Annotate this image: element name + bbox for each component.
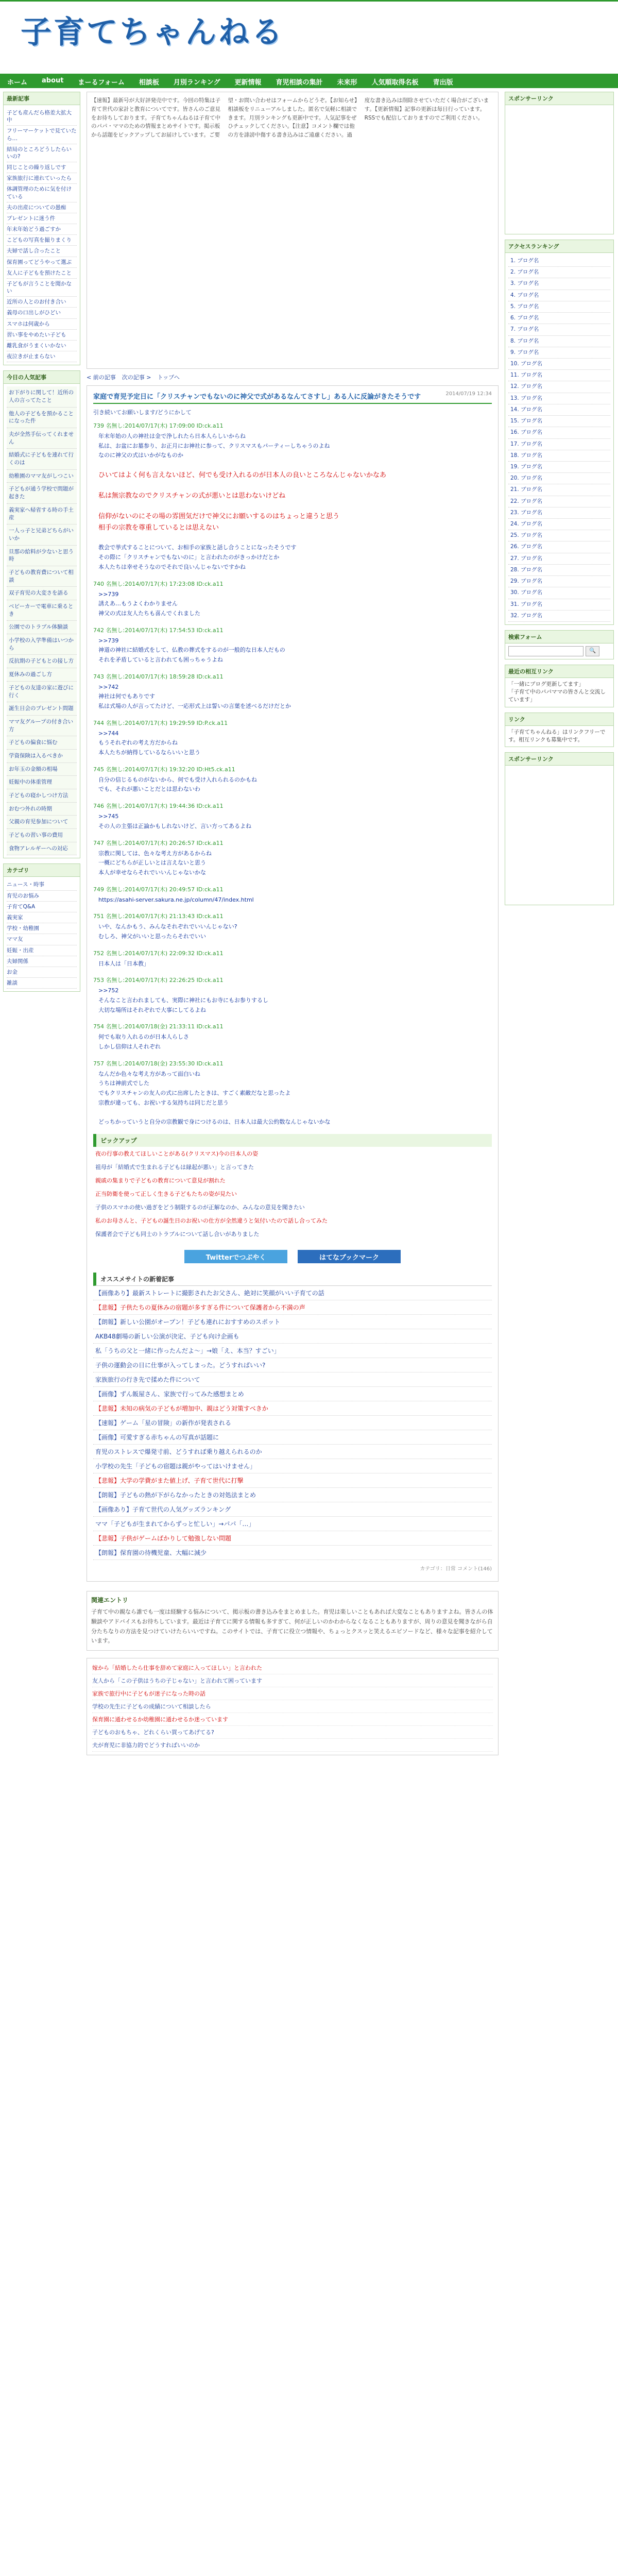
list-item[interactable]: 子どもの習い事の費用 [7,829,77,842]
list-item[interactable]: 子どもの友達の家に遊びに行く [7,682,77,702]
pager [87,373,499,381]
access-item[interactable]: 27. ブログ名 [508,553,610,565]
pickup-link[interactable]: 正当防衛を使って正しく生きる子どもたちの姿が見たい [95,1191,237,1198]
list-item[interactable]: 幼稚園のママ友がしつこい [7,470,77,483]
post [93,541,492,572]
post-body: いや、なんかもう、みんなそれぞれでいいんじゃない? むしろ、神父がいいと思ったらそれでいい [98,923,237,940]
access-item[interactable]: 18. ブログ名 [508,450,610,462]
recommend-link[interactable]: ママ「子どもが生まれてからずっと忙しい」→パパ「…」 [93,1517,492,1531]
recommend-link[interactable]: 【画像あり】子育て世代の人気グッズランキング [93,1502,492,1517]
post [93,912,492,941]
post-header: 749 名無し:2014/07/17(木) 20:49:57 ID:ck.a11 [93,886,224,893]
list-item[interactable]: プレゼントに迷う件 [7,213,77,224]
post-header: 757 名無し:2014/07/18(金) 23:55:30 ID:ck.a11 [93,1060,224,1067]
access-item[interactable]: 20. ブログ名 [508,473,610,484]
recommend-link[interactable]: 小学校の先生「子どもの宿題は親がやってはいけません」 [93,1459,492,1473]
post-body: 教会で挙式することについて、お相手の家族と話し合うことになったそうです その際に「クリスチャンでもないのに」と言われたのがきっかけだとか 本人たちは幸せそうなのでそれで良いんじゃないですかね [98,544,297,570]
related-link[interactable]: 保育園に通わせるか幼稚園に通わせるか迷っています [92,1713,493,1726]
recommend-link[interactable]: 子供の運動会の日に仕事が入ってしまった。どうすればいい? [93,1358,492,1372]
box-title: スポンサーリンク [505,92,613,105]
category-item[interactable]: 妊娠・出産 [7,945,77,956]
access-item[interactable]: 15. ブログ名 [508,416,610,427]
nav-item-3[interactable]: 相談板 [139,79,159,87]
post-header: 740 名無し:2014/07/17(木) 17:23:08 ID:ck.a11 [93,580,224,587]
related-section [87,1658,499,1755]
pickup-link[interactable]: 私のお母さんと、子どもの誕生日のお祝いの仕方が全然違うと気付いたので話し合ってみた [95,1217,328,1225]
recommend-link[interactable]: 家族旅行の行き先で揉めた件について [93,1372,492,1387]
post [93,626,492,665]
share-buttons [93,1250,492,1263]
post-body: >>739 神道の神社に結婚式をして、仏教の葬式をするのが一般的な日本人だもの それを矛盾していると言われても困っちゃうよね [98,637,285,663]
access-item[interactable]: 24. ブログ名 [508,519,610,530]
post-header: 739 名無し:2014/07/17(木) 17:09:00 ID:ck.a11 [93,422,224,429]
post [93,802,492,831]
pickup-link[interactable]: 夜の行事の教えてほしいことがある(クリスマス)今の日本人の姿 [95,1150,259,1158]
twitter-button[interactable]: Twitterでつぶやく [184,1250,287,1263]
comments-section [87,1591,499,1651]
post-body: https://asahi-server.sakura.ne.jp/column/47/index.html [98,896,254,903]
ad-space [505,766,613,905]
list-item[interactable]: こどもの写真を撮りまくり [7,235,77,246]
sponsor-box-2 [505,752,614,905]
list-item[interactable]: おむつ外れの時期 [7,803,77,816]
ad-space [505,105,613,234]
access-item[interactable]: 25. ブログ名 [508,530,610,541]
related-link[interactable]: 嫁から「結婚したら仕事を辞めて家庭に入ってほしい」と言われた [92,1662,493,1674]
intro-text: 【速報】最新号が大好評発売中です。今回の特集は子育て世代の家計と教育についてです。皆さんのご意見をお待ちしております。子育てちゃんねるは子育て中のパパ・ママのための情報まとめサイトです。掲示板から話題をピックアップしてお届けしています。ご要望・お問い合わせはフォームからどうぞ。【お知らせ】相談板をリニューアルしました。匿名で気軽に相談できます。月別ランキングも更新中です。人気記事をぜひチェックしてください。【注意】コメント欄では他の方を誹謗中傷する書き込みはご遠慮ください。過度な書き込みは削除させていただく場合がございます。【更新情報】記事の更新は毎日行っています。RSSでも配信しておりますのでご利用ください。 [87,92,499,369]
related-link[interactable]: 家族で旅行中に子どもが迷子になった時の話 [92,1687,493,1700]
recommend-title: オススメサイトの新着記事 [93,1273,492,1286]
post-body: >>752 そんなこと言われましても、実際に神社にもお寺にもお参りするし 大切な場所はそれぞれで大事にしてるよね [98,987,268,1013]
links-text: 「子育てちゃんねる」はリンクフリーです。相互リンクも募集中です。 [508,728,606,743]
list-item[interactable]: 妊娠中の体重管理 [7,776,77,789]
post [93,719,492,758]
post-header: 745 名無し:2014/07/17(木) 19:32:20 ID:Ht5.ck.a11 [93,766,235,773]
category-item[interactable]: ママ友 [7,934,77,945]
latest-articles-box [3,92,80,365]
post-body: 信仰がないのにその場の雰囲気だけで神父にお願いするのはちょっと違うと思う 相手の宗教を尊重しているとは思えない [98,513,340,532]
post-header: 747 名無し:2014/07/17(木) 20:26:57 ID:ck.a11 [93,839,224,846]
list-item[interactable]: 反抗期の子どもとの接し方 [7,655,77,668]
right-sidebar [505,92,614,910]
mutual-links-text: 「一緒にブログ更新してます」 「子育て中のパパママの皆さんと交流しています」 [508,681,606,703]
nav-item-2[interactable]: まーるフォーム [78,79,125,87]
access-item[interactable]: 3. ブログ名 [508,278,610,290]
nav-item-8[interactable]: 人気順取得名板 [371,79,419,87]
article-date: 2014/07/19 12:34 [445,391,492,397]
recommend-link[interactable]: 【朗報】新しい公園がオープン！子ども連れにおすすめのスポット [93,1315,492,1329]
category-item[interactable]: 学校・幼稚園 [7,923,77,934]
post [93,949,492,969]
list-item[interactable]: 夫婦で話し合ったこと [7,246,77,257]
list-item[interactable]: 体調管理のために気を付けている [7,184,77,202]
post-header: 754 名無し:2014/07/18(金) 21:33:11 ID:ck.a11 [93,1023,224,1030]
list-item[interactable]: 子どもが言うことを聞かない [7,279,77,297]
pickup-link[interactable]: 子供のスマホの使い過ぎをどう制限するのが正解なのか、みんなの意見を聞きたい [95,1204,305,1211]
post-body: なんだか色々な考え方があって面白いね うちは神前式でした でもクリスチャンの友人の式に出席したときは、すごく素敵だなと思ったよ 宗教が違っても、お祝いする気持ちは同じだと思う [98,1070,291,1106]
post [93,1059,492,1108]
list-item[interactable]: 保育園ってどうやって選ぶ [7,257,77,268]
post [93,885,492,905]
site-logo[interactable]: 子育てちゃんねる [21,14,284,50]
category-item[interactable]: 義実家 [7,912,77,923]
access-item[interactable]: 14. ブログ名 [508,404,610,416]
post-body: どっちかっていうと自分の宗教観で身につけるのは、日本人は最大公約数なんじゃないかな [98,1118,331,1125]
list-item[interactable]: 家族旅行に連れていったら [7,173,77,184]
hatena-button[interactable]: はてなブックマーク [298,1250,401,1263]
related-link[interactable]: 学校の先生に子どもの成績について相談したら [92,1700,493,1713]
post-header: 744 名無し:2014/07/17(木) 19:29:59 ID:P.ck.a11 [93,719,228,726]
nav-item-1[interactable]: about [42,77,64,84]
list-item[interactable]: 結婚式に子どもを連れて行くのは [7,449,77,469]
nav-item-4[interactable]: 月別ランキング [173,79,220,87]
post [93,468,492,481]
list-item[interactable]: 夏休みの過ごし方 [7,668,77,682]
category-item[interactable]: 子育てQ&A [7,902,77,912]
comments-title: 関連エントリ [91,1597,129,1604]
category-box [3,863,80,992]
post-header: 753 名無し:2014/07/17(木) 22:26:25 ID:ck.a11 [93,977,224,984]
category-item[interactable]: ニュース・時事 [7,879,77,890]
recommend-link[interactable]: 【速報】ゲーム「星の冒険」の新作が発表される [93,1416,492,1430]
left-sidebar [3,92,80,997]
list-item[interactable]: 父親の育児参加について [7,816,77,829]
access-item[interactable]: 2. ブログ名 [508,267,610,278]
related-link[interactable]: 子どものおもちゃ、どれくらい買ってあげてる? [92,1726,493,1739]
sponsor-box [505,92,614,234]
list-item[interactable]: 旦那の給料が少ないと思う時 [7,546,77,566]
post [93,672,492,711]
category-item[interactable]: 雑談 [7,978,77,989]
nav-item-0[interactable]: ホーム [7,79,28,87]
box-title: 最近の相互リンク [505,665,613,678]
list-item[interactable]: 双子育児の大変さを語る [7,587,77,600]
post [93,976,492,1015]
access-ranking-box [505,240,614,625]
list-item[interactable]: 夜泣きが止まらない [7,351,77,362]
main-content [87,92,499,1755]
post-header: 746 名無し:2014/07/17(木) 19:44:36 ID:ck.a11 [93,803,224,810]
list-item[interactable]: 夫が全然手伝ってくれません [7,428,77,449]
list-item[interactable]: 習い事をやめたい子ども [7,330,77,341]
list-item[interactable]: 義実家へ帰省する時の手土産 [7,504,77,524]
list-item[interactable]: 夫の出産についての愚痴 [7,202,77,213]
pickup-link[interactable]: 親戚の集まりで子どもの教育について意見が割れた [95,1177,226,1184]
access-item[interactable]: 10. ブログ名 [508,359,610,370]
list-item[interactable]: 離乳食がうまくいかない [7,341,77,351]
list-item[interactable]: 学資保険は入るべきか [7,750,77,763]
access-item[interactable]: 19. ブログ名 [508,462,610,473]
post-body: 年末年始の人の神社は金で浄しれたら日本人らしいからね 私は、お盆にお墓参り、お正月にお神社に参って、クリスマスもパーティーしちゃうのよね なのに神父の式はいかがなものか [98,433,330,459]
list-item[interactable]: 食物アレルギーへの対応 [7,842,77,856]
category-item[interactable]: 育児のお悩み [7,891,77,902]
post-body: 私は無宗教なのでクリスチャンの式が悪いとは思わないけどね [98,492,286,500]
post-body: ひいてはよく何も言えないほど、何でも受け入れるのが日本人の良いところなんじゃないかなあ [98,471,387,480]
post [93,421,492,461]
post [93,765,492,794]
box-title: スポンサーリンク [505,753,613,766]
access-item[interactable]: 16. ブログ名 [508,427,610,438]
header [0,0,618,87]
list-item[interactable]: ママ友グループの付き合い方 [7,716,77,736]
access-item[interactable]: 32. ブログ名 [508,611,610,622]
recommend-link[interactable]: AKB48劇場の新しい公演が決定、子ども向け企画も [93,1329,492,1344]
pickup-link[interactable]: 祖母が「結婚式で生まれる子どもは縁起が悪い」と言ってきた [95,1164,254,1171]
access-item[interactable]: 29. ブログ名 [508,576,610,587]
list-item[interactable]: 近所の人とのお付き合い [7,297,77,308]
post-body: 宗教に関しては、色々な考え方があるからね 一概にどちらが正しいとは言えないと思う 本人が幸せならそれでいいんじゃないかな [98,850,212,876]
recommend-link[interactable]: 【朗報】保育園の待機児童、大幅に減少 [93,1546,492,1560]
list-item[interactable]: 同じことの繰り返しです [7,162,77,173]
post [93,509,492,534]
recommend-link[interactable]: 育児のストレスで爆発寸前、どうすれば乗り越えられるのか [93,1445,492,1459]
access-item[interactable]: 5. ブログ名 [508,301,610,313]
recommend-link[interactable]: 【画像あり】最新ストレートに撮影されたお父さん、絶対に笑顔がいい子育ての話 [93,1286,492,1300]
post-header: 743 名無し:2014/07/17(木) 18:59:28 ID:ck.a11 [93,673,224,680]
access-item[interactable]: 17. ブログ名 [508,439,610,450]
access-item[interactable]: 12. ブログ名 [508,381,610,393]
related-link[interactable]: 友人から「この子供はうちの子じゃない」と言われて困っています [92,1674,493,1687]
list-item[interactable]: 結局のところどうしたらいいの? [7,144,77,162]
nav-item-7[interactable]: 未来形 [337,79,357,87]
pager-link[interactable]: トップへ [157,374,180,381]
post-header: 751 名無し:2014/07/17(木) 21:13:43 ID:ck.a11 [93,913,224,920]
recommend-link[interactable]: 【悲報】子供たちの夏休みの宿題が多すぎる件について保護者から不満の声 [93,1300,492,1315]
post-body: 自分の信じるものがないから、何でも受け入れられるのかもね でも、それが悪いことだとは思わないわ [98,776,257,793]
access-item[interactable]: 23. ブログ名 [508,507,610,519]
access-item[interactable]: 1. ブログ名 [508,256,610,267]
post [93,839,492,878]
list-item[interactable]: 子どもが通う学校で問題が起きた [7,483,77,503]
list-item[interactable]: 友人に子どもを預けたこと [7,268,77,279]
ranking-box [3,370,80,858]
list-item[interactable]: 子どもの教育費について相談 [7,566,77,587]
pager-link[interactable]: 次の記事 > [122,374,151,381]
list-item[interactable]: お年玉の金額の相場 [7,763,77,776]
recommend-link[interactable]: 【朗報】子どもの熱が下がらなかったときの対処法まとめ [93,1488,492,1502]
access-item[interactable]: 8. ブログ名 [508,336,610,347]
access-item[interactable]: 9. ブログ名 [508,347,610,359]
list-item[interactable]: 義母の口出しがひどい [7,308,77,318]
list-item[interactable]: 誕生日会のプレゼント問題 [7,702,77,716]
box-title: 今日の人気記事 [4,371,80,384]
nav-item-9[interactable]: 青出版 [433,79,453,87]
access-item[interactable]: 22. ブログ名 [508,496,610,507]
box-title: 検索フォーム [505,631,613,643]
post-body: >>744 もうそれぞれの考え方だからね 本人たちが納得しているならいいと思う [98,730,200,756]
access-item[interactable]: 28. ブログ名 [508,565,610,576]
access-item[interactable]: 11. ブログ名 [508,370,610,381]
access-item[interactable]: 13. ブログ名 [508,393,610,404]
post [93,580,492,619]
list-item[interactable]: フリーマーケットで見ていたら… [7,126,77,144]
recommend-link[interactable]: 【悲報】大学の学費がまた値上げ、子育て世代に打撃 [93,1473,492,1488]
post-body: 日本人は「日本教」 [98,960,149,967]
related-link[interactable]: 夫が育児に非協力的でどうすればいいのか [92,1739,493,1752]
pager-link[interactable]: < 前の記事 [87,374,116,381]
post [93,1022,492,1052]
access-item[interactable]: 6. ブログ名 [508,313,610,324]
access-item[interactable]: 21. ブログ名 [508,484,610,496]
links-box [505,713,614,747]
post-body: >>742 神社は何でもありです 私は式場の人が言ってたけど、一応形式上は誓いの言葉を述べるだけだとか [98,683,291,709]
post-body: >>739 誘えあ…もうよくわかりません 神父の式は友人たちも喜んでくれました [98,590,200,617]
article-meta[interactable]: カテゴリ：日常 コメント(146) [420,1566,492,1572]
recommend-section [93,1273,492,1560]
list-item[interactable]: 子ども産んだら格差大拡大中 [7,108,77,126]
mutual-links-box [505,665,614,707]
access-item[interactable]: 4. ブログ名 [508,290,610,301]
recommend-link[interactable]: 【画像】可愛すぎる赤ちゃんの写真が話題に [93,1430,492,1445]
box-title: アクセスランキング [505,240,613,253]
list-item[interactable]: スマホは何歳から [7,319,77,330]
recommend-link[interactable]: 【悲報】未知の病気の子どもが増加中、親はどう対策すべきか [93,1401,492,1416]
search-button[interactable]: 🔍 [586,646,599,656]
post-body: >>745 その人の主張は正論かもしれないけど、言い方ってあるよね [98,813,251,829]
box-title: 最新記事 [4,92,80,105]
list-item[interactable]: お下がりに関して！近所の人の言ってたこと [7,386,77,407]
access-item[interactable]: 7. ブログ名 [508,324,610,335]
list-item[interactable]: 子どもの寝かしつけ方法 [7,789,77,803]
recommend-link[interactable]: 私「うちの父と一緒に作ったんだよ〜」→娘「え、本当？すごい」 [93,1344,492,1358]
comments-text: 子育て中の親なら誰でも一度は経験する悩みについて、掲示板の書き込みをまとめました。育児は楽しいこともあれば大変なこともありますよね。皆さんの体験談やアドバイスもお待ちしています。最近は子育てに関する情報も多すぎて、何が正しいのかわからなくなることもありますが、周りの意見を聞きながら自分たちなりの方法を見つけていけたらいいですね。このサイトでは、子育てに役立つ情報や、ちょっとクスッと笑えるエピソードなど、様々な記事を紹介しています。 [91,1608,493,1645]
pickup-title: ピックアップ [93,1134,492,1147]
list-item[interactable]: 一人っ子と兄弟どちらがいいか [7,524,77,545]
category-item[interactable]: 夫婦関係 [7,956,77,967]
category-item[interactable]: お金 [7,967,77,978]
nav-item-5[interactable]: 更新情報 [234,79,262,87]
list-item[interactable]: 小学校の入学準備はいつから [7,634,77,655]
access-item[interactable]: 30. ブログ名 [508,587,610,599]
post-body: 何でも取り入れるのが日本人らしさ しかし信仰は人それぞれ [98,1033,189,1050]
box-title: リンク [505,713,613,726]
list-item[interactable]: 年末年始どう過ごすか [7,224,77,235]
list-item[interactable]: 公園でのトラブル体験談 [7,621,77,634]
recommend-link[interactable]: 【画像】ずん飯屋さん、家族で行ってみた感想まとめ [93,1387,492,1401]
access-item[interactable]: 26. ブログ名 [508,541,610,553]
list-item[interactable]: ベビーカーで電車に乗るとき [7,600,77,621]
access-item[interactable]: 31. ブログ名 [508,599,610,611]
nav-bar [0,74,618,88]
post [93,488,492,502]
box-title: カテゴリ [4,864,80,877]
list-item[interactable]: 他人の子どもを預かることになった件 [7,408,77,428]
post-header: 742 名無し:2014/07/17(木) 17:54:53 ID:ck.a11 [93,626,224,634]
article [87,385,499,1582]
pickup-section [93,1134,492,1241]
post-header: 752 名無し:2014/07/17(木) 22:09:32 ID:ck.a11 [93,950,224,957]
pickup-link[interactable]: 保護者会で子ども同士のトラブルについて話し合いがありました [95,1231,260,1238]
article-title[interactable]: 家庭で育児予定日に「クリスチャンでもないのに神父で式があるなんてさすし」ある人に反論がきたそうです [93,393,421,401]
search-input[interactable] [508,646,583,656]
nav-item-6[interactable]: 育児相談の集計 [276,79,323,87]
recommend-link[interactable]: 【悲報】子供がゲームばかりして勉強しない問題 [93,1531,492,1546]
article-source[interactable]: 引き続いてお願いします/どうにかして [93,409,192,416]
post [93,1115,492,1127]
list-item[interactable]: 子どもの偏食に悩む [7,736,77,750]
search-box [505,630,614,659]
